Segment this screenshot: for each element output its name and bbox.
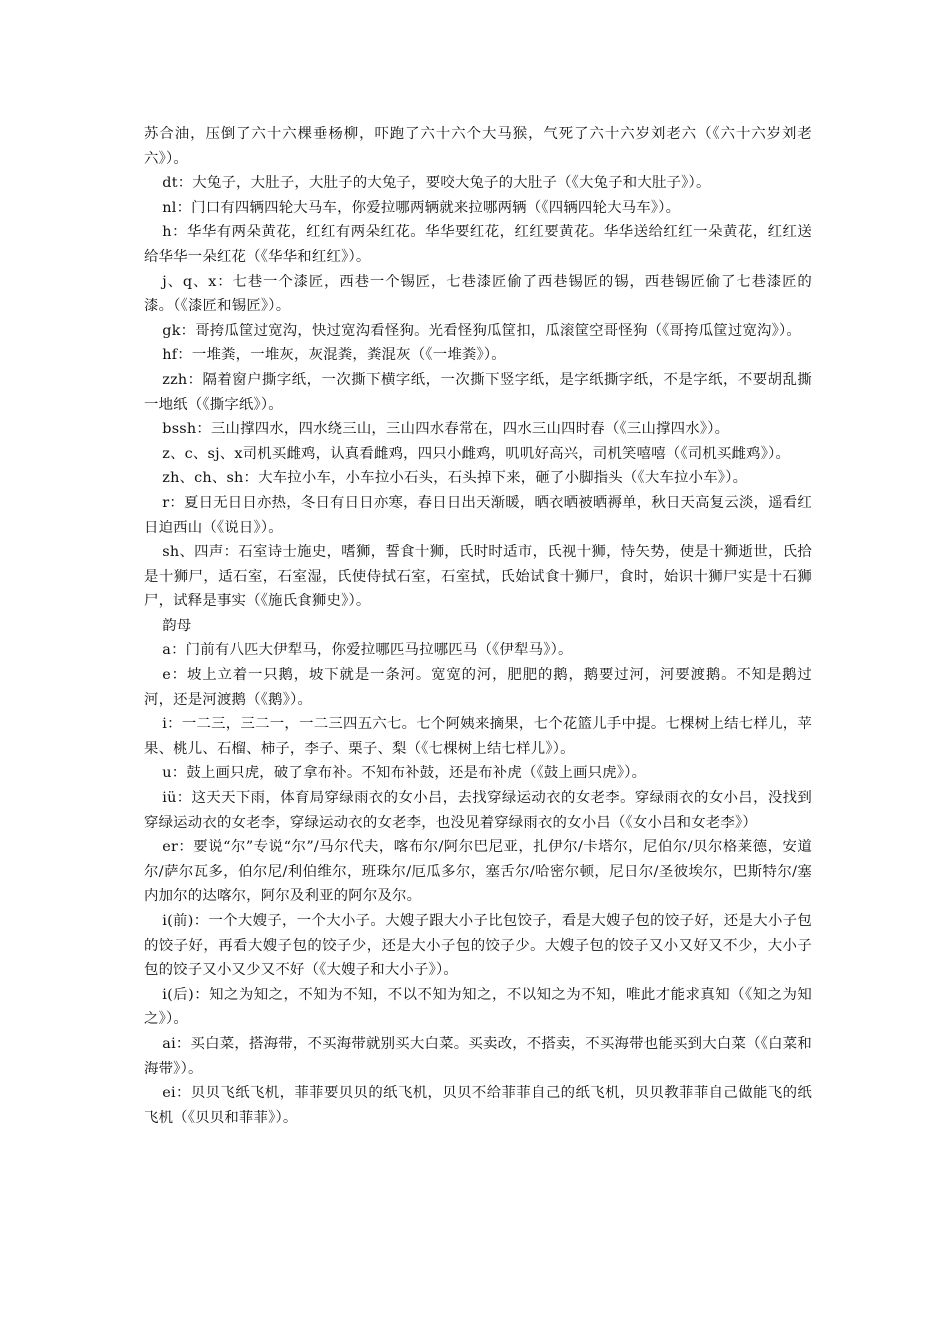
paragraph: r：夏日无日日亦热，冬日有日日亦寒，春日日出天渐暖，晒衣晒被晒褥单，秋日天高复云淡，遥看红日迫西山（《说日》）。: [144, 494, 812, 536]
paragraph: a：门前有八匹大伊犁马，你爱拉哪匹马拉哪匹马（《伊犁马》）。: [162, 642, 573, 659]
paragraph: i(后)：知之为知之，不知为不知，不以不知为知之，不以知之为不知，唯此才能求真知（《知之为知之》）。: [144, 986, 812, 1028]
paragraph: er：要说“尔”专说“尔”/马尔代夫，喀布尔/阿尔巴尼亚，扎伊尔/卡塔尔，尼伯尔/贝尔格莱德，安道尔/萨尔瓦多，伯尔尼/利伯维尔，班珠尔/厄瓜多尔，塞舌尔/哈密尔顿，尼日尔/圣彼埃尔，巴斯特尔/塞内加尔的达喀尔，阿尔及利亚的阿尔及尔。: [144, 839, 812, 905]
paragraph: u：鼓上画只虎，破了拿布补。不知布补鼓，还是布补虎（《鼓上画只虎》）。: [162, 765, 647, 782]
paragraph: sh、四声：石室诗士施史，嗜狮，誓食十狮，氏时时适市，氏视十狮，恃矢势，使是十狮逝世，氏拾是十狮尸，适石室，石室湿，氏使侍拭石室，石室拭，氏始试食十狮尸，食时，始识十狮尸实是十石狮尸，试释是事实（《施氏食狮史》）。: [144, 544, 812, 610]
paragraph: j、q、x：七巷一个漆匠，西巷一个锡匠，七巷漆匠偷了西巷锡匠的锡，西巷锡匠偷了七巷漆匠的漆。（《漆匠和锡匠》）。: [144, 273, 812, 315]
document-body: [144, 122, 812, 1130]
paragraph: i(前)：一个大嫂子，一个大小子。大嫂子跟大小子比包饺子，看是大嫂子包的饺子好，还是大小子包的饺子好，再看大嫂子包的饺子少，还是大小子包的饺子少。大嫂子包的饺子又小又好又不少，大小子包的饺子又小又少又不好（《大嫂子和大小子》）。: [144, 913, 812, 979]
paragraph: z、c、sj、x司机买雌鸡，认真看雌鸡，四只小雌鸡，叽叽好高兴，司机笑嘻嘻（《司机买雌鸡》）。: [162, 445, 791, 462]
paragraph: ei：贝贝飞纸飞机，菲菲要贝贝的纸飞机，贝贝不给菲菲自己的纸飞机，贝贝教菲菲自己做能飞的纸飞机（《贝贝和菲菲》）。: [144, 1085, 812, 1126]
paragraph: h：华华有两朵黄花，红红有两朵红花。华华要红花，红红要黄花。华华送给红红一朵黄花，红红送给华华一朵红花（《华华和红红》）。: [144, 224, 812, 265]
paragraph: zzh：隔着窗户撕字纸，一次撕下横字纸，一次撕下竖字纸，是字纸撕字纸，不是字纸，不要胡乱撕一地纸（《撕字纸》）。: [144, 371, 812, 413]
paragraph: 韵母: [162, 617, 192, 634]
paragraph: i：一二三，三二一，一二三四五六七。七个阿姨来摘果，七个花篮儿手中提。七棵树上结七样儿，苹果、桃儿、石榴、柿子，李子、栗子、梨（《七棵树上结七样儿》）。: [144, 716, 812, 757]
paragraph: zh、ch、sh：大车拉小车，小车拉小石头，石头掉下来，砸了小脚指头（《大车拉小车》）。: [162, 470, 748, 487]
paragraph: iü：这天天下雨，体育局穿绿雨衣的女小吕，去找穿绿运动衣的女老李。穿绿雨衣的女小吕，没找到穿绿运动衣的女老李，穿绿运动衣的女老李，也没见着穿绿雨衣的女小吕（《女小吕和女老李》）: [144, 790, 812, 831]
paragraph: gk：哥挎瓜筐过宽沟，快过宽沟看怪狗。光看怪狗瓜筐扣，瓜滚筐空哥怪狗（《哥挎瓜筐过宽沟》）。: [162, 322, 802, 339]
paragraph: e：坡上立着一只鹅，坡下就是一条河。宽宽的河，肥肥的鹅，鹅要过河，河要渡鹅。不知是鹅过河，还是河渡鹅（《鹅》）。: [144, 667, 812, 708]
paragraph: ai：买白菜，搭海带，不买海带就别买大白菜。买卖改，不搭卖，不买海带也能买到大白菜（《白菜和海带》）。: [144, 1035, 812, 1077]
paragraph: bssh：三山撑四水，四水绕三山，三山四水春常在，四水三山四时春（《三山撑四水》）。: [162, 421, 730, 438]
paragraph: dt：大兔子，大肚子，大肚子的大兔子，要咬大兔子的大肚子（《大兔子和大肚子》）。: [162, 175, 711, 192]
paragraph: 苏合油，压倒了六十六棵垂杨柳，吓跑了六十六个大马猴，气死了六十六岁刘老六（《六十六岁刘老六》）。: [144, 126, 812, 167]
paragraph: nl：门口有四辆四轮大马车，你爱拉哪两辆就来拉哪两辆（《四辆四轮大马车》）。: [162, 199, 681, 216]
paragraph: hf：一堆粪，一堆灰，灰混粪，粪混灰（《一堆粪》）。: [162, 347, 506, 364]
